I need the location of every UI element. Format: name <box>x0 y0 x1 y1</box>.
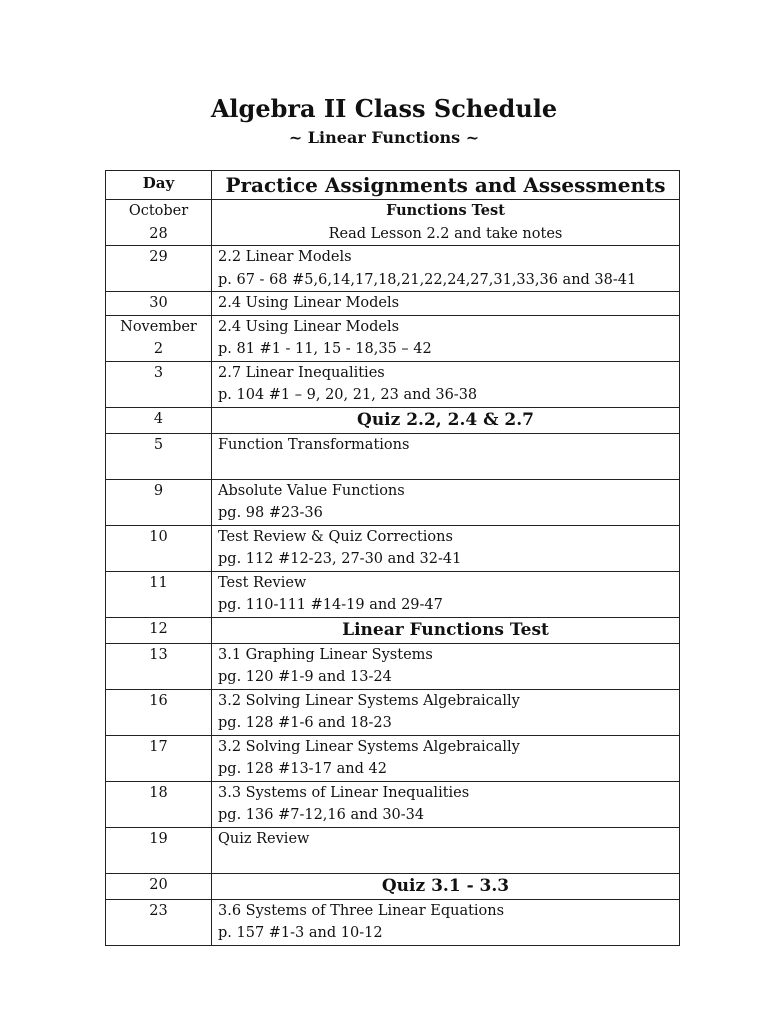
day-cell <box>106 407 212 433</box>
table-row <box>106 735 680 781</box>
day-cell <box>106 689 212 735</box>
assignment-line: p. 67 - 68 #5,6,14,17,18,21,22,24,27,31,33,36 and 38-41 <box>218 271 637 288</box>
assignment-line: Quiz Review <box>218 830 310 847</box>
day-cell <box>106 479 212 525</box>
table-row <box>106 407 680 433</box>
assignment-line: 3.6 Systems of Three Linear Equations <box>218 902 505 919</box>
assignment-cell <box>212 781 680 827</box>
column-header-day: Day <box>106 171 212 200</box>
assignment-line: pg. 128 #13-17 and 42 <box>218 761 387 777</box>
day-label: October <box>128 203 189 219</box>
assignment-line: Quiz 2.2, 2.4 & 2.7 <box>357 409 534 430</box>
page-subtitle: ~ Linear Functions ~ <box>288 128 480 147</box>
day-label: 2 <box>153 341 164 357</box>
assignment-cell <box>212 292 680 316</box>
day-cell <box>106 246 212 292</box>
assignment-line: 3.1 Graphing Linear Systems <box>218 646 433 663</box>
assignment-line: pg. 110-111 #14-19 and 29-47 <box>218 597 443 613</box>
day-cell <box>106 617 212 643</box>
assignment-cell <box>212 689 680 735</box>
table-row <box>106 433 680 479</box>
table-row <box>106 525 680 571</box>
day-label: 9 <box>153 482 164 499</box>
assignment-line: 2.2 Linear Models <box>218 249 352 265</box>
page-title: Algebra II Class Schedule <box>210 94 558 123</box>
day-cell <box>106 571 212 617</box>
table-row <box>106 246 680 292</box>
assignment-line: 2.4 Using Linear Models <box>218 295 400 311</box>
table-header-row <box>106 171 680 200</box>
day-cell <box>106 735 212 781</box>
assignment-cell <box>212 407 680 433</box>
day-cell <box>106 781 212 827</box>
day-cell <box>106 525 212 571</box>
assignment-cell <box>212 827 680 873</box>
table-row <box>106 781 680 827</box>
assignment-cell <box>212 899 680 945</box>
assignment-cell <box>212 617 680 643</box>
table-row <box>106 827 680 873</box>
day-label: 23 <box>149 902 168 919</box>
assignment-line: pg. 136 #7-12,16 and 30-34 <box>218 807 425 823</box>
assignment-line: 2.7 Linear Inequalities <box>218 364 385 381</box>
day-label: 3 <box>153 364 164 381</box>
assignment-cell <box>212 643 680 689</box>
assignment-line: 2.4 Using Linear Models <box>218 318 400 335</box>
assignment-line: Read Lesson 2.2 and take notes <box>328 225 563 242</box>
table-row <box>106 899 680 945</box>
table-row <box>106 617 680 643</box>
assignment-cell <box>212 525 680 571</box>
day-label: 28 <box>149 225 168 242</box>
day-label: 18 <box>149 784 168 801</box>
table-row <box>106 689 680 735</box>
day-label: 11 <box>149 574 168 591</box>
assignment-line: p. 157 #1-3 and 10-12 <box>218 925 383 941</box>
day-cell <box>106 361 212 407</box>
day-cell <box>106 315 212 361</box>
assignment-cell <box>212 571 680 617</box>
day-label: 13 <box>149 646 168 663</box>
assignment-line: pg. 112 #12-23, 27-30 and 32-41 <box>218 551 462 567</box>
day-label: 12 <box>149 620 168 637</box>
assignment-line: 3.2 Solving Linear Systems Algebraically <box>218 692 520 709</box>
day-label: 19 <box>149 830 168 847</box>
day-label: 20 <box>149 876 168 893</box>
assignment-line <box>218 456 673 479</box>
assignment-cell <box>212 361 680 407</box>
table-row <box>106 479 680 525</box>
assignment-line: pg. 98 #23-36 <box>218 505 323 521</box>
day-label: 16 <box>149 692 168 709</box>
day-label: 4 <box>153 410 164 427</box>
day-cell <box>106 643 212 689</box>
assignment-line: Test Review <box>218 574 307 591</box>
table-row <box>106 315 680 361</box>
assignment-line: Functions Test <box>386 202 505 219</box>
day-label: 17 <box>149 738 168 755</box>
table-row <box>106 571 680 617</box>
assignment-line: Linear Functions Test <box>342 619 549 640</box>
assignment-line: p. 81 #1 - 11, 15 - 18,35 – 42 <box>218 341 432 357</box>
table-row <box>106 200 680 246</box>
assignment-cell <box>212 479 680 525</box>
day-cell <box>106 433 212 479</box>
day-cell <box>106 873 212 899</box>
assignment-line: Function Transformations <box>218 436 410 453</box>
column-header-assignments: Practice Assignments and Assessments <box>212 171 680 200</box>
assignment-line: p. 104 #1 – 9, 20, 21, 23 and 36-38 <box>218 387 478 403</box>
assignment-line: Absolute Value Functions <box>218 482 405 499</box>
day-cell <box>106 200 212 246</box>
day-label: 10 <box>149 528 168 545</box>
day-cell <box>106 292 212 316</box>
day-label: 5 <box>153 436 164 453</box>
assignment-cell <box>212 315 680 361</box>
table-row <box>106 361 680 407</box>
table-row <box>106 292 680 316</box>
assignment-line: 3.2 Solving Linear Systems Algebraically <box>218 738 520 755</box>
assignment-line: Quiz 3.1 - 3.3 <box>381 875 510 896</box>
day-label: November <box>120 318 197 335</box>
day-cell <box>106 827 212 873</box>
assignment-line <box>218 850 673 873</box>
assignment-cell <box>212 735 680 781</box>
assignment-cell <box>212 873 680 899</box>
assignment-cell <box>212 200 680 246</box>
assignment-cell <box>212 433 680 479</box>
day-label: 29 <box>149 249 168 265</box>
table-row <box>106 873 680 899</box>
day-cell <box>106 899 212 945</box>
assignment-line: pg. 128 #1-6 and 18-23 <box>218 715 392 731</box>
assignment-cell <box>212 246 680 292</box>
day-label: 30 <box>149 295 168 311</box>
assignment-line: pg. 120 #1-9 and 13-24 <box>218 669 392 685</box>
assignment-line: Test Review & Quiz Corrections <box>218 528 453 545</box>
assignment-line: 3.3 Systems of Linear Inequalities <box>218 784 470 801</box>
table-row <box>106 643 680 689</box>
schedule-table <box>105 170 680 946</box>
